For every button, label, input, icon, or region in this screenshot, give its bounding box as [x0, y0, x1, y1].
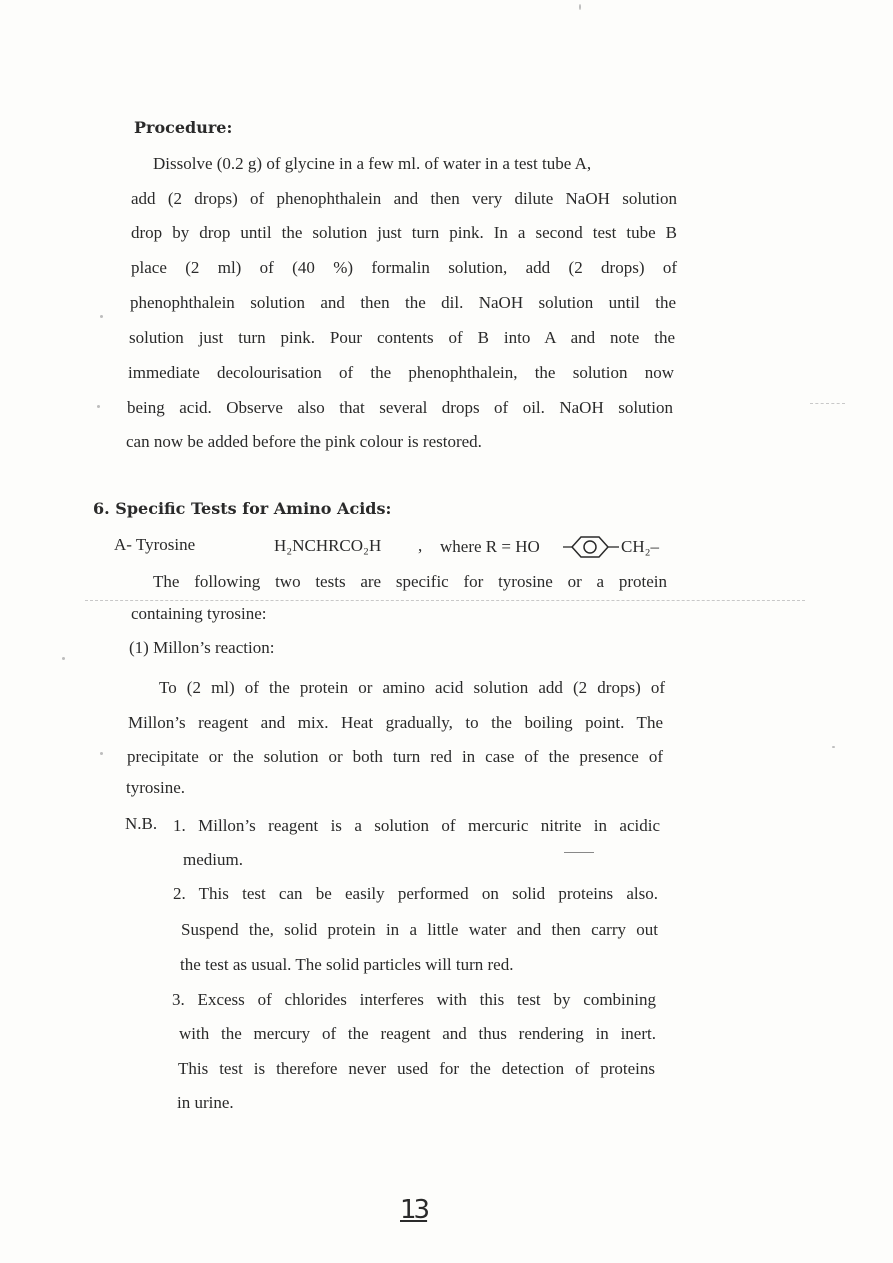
tyrosine-label: A- Tyrosine — [114, 535, 196, 554]
benzene-ring-icon — [563, 534, 623, 560]
procedure-line: place (2 ml) of (40 %) formalin solution, add (2 drops) of — [131, 258, 677, 277]
millon-heading: (1) Millon’s reaction: — [129, 638, 275, 657]
scan-artifact — [564, 852, 594, 854]
procedure-line: solution just turn pink. Pour contents of B into A and note the — [129, 328, 675, 347]
scan-artifact — [97, 405, 100, 408]
nb-label: N.B. — [125, 814, 158, 833]
procedure-line: drop by drop until the solution just turn pink. In a second test tube B — [131, 223, 677, 242]
where-text: where R = HO — [440, 537, 540, 556]
section-heading: 6. Specific Tests for Amino Acids: — [93, 499, 392, 518]
note-line: Suspend the, solid protein in a little water and then carry out — [181, 920, 658, 939]
procedure-line: can now be added before the pink colour is restored. — [126, 432, 482, 451]
millon-line: precipitate or the solution or both turn red in case of the presence of — [127, 747, 663, 766]
procedure-line: being acid. Observe also that several drops of oil. NaOH solution — [127, 398, 673, 417]
procedure-line: add (2 drops) of phenophthalein and then very dilute NaOH solution — [131, 189, 677, 208]
note-line: with the mercury of the reagent and thus rendering in inert. — [179, 1024, 656, 1043]
scan-artifact — [100, 752, 103, 755]
scan-artifact — [832, 746, 835, 748]
intro-line: The following two tests are specific for tyrosine or a protein — [153, 572, 667, 591]
intro-line: containing tyrosine: — [131, 604, 267, 623]
note-line: medium. — [183, 850, 243, 869]
ch2-text: CH₂– — [621, 537, 660, 556]
scan-artifact — [85, 600, 805, 602]
note-line: This test is therefore never used for the detection of proteins — [178, 1059, 655, 1078]
procedure-line: immediate decolourisation of the phenophthalein, the solution now — [128, 363, 674, 382]
note-line: 3. Excess of chlorides interferes with this test by combining — [172, 990, 656, 1009]
note-line: 2. This test can be easily performed on solid proteins also. — [173, 884, 658, 903]
scan-artifact — [62, 657, 65, 660]
procedure-line: phenophthalein solution and then the dil. NaOH solution until the — [130, 293, 676, 312]
page-number: 13 — [400, 1195, 428, 1225]
millon-line: To (2 ml) of the protein or amino acid solution add (2 drops) of — [159, 678, 665, 697]
procedure-heading: Procedure: — [134, 118, 233, 137]
formula-comma: , — [418, 536, 423, 555]
scan-artifact — [810, 403, 845, 405]
scan-artifact — [579, 4, 581, 10]
millon-line: tyrosine. — [126, 778, 186, 797]
tyrosine-formula: H₂NCHRCO₂H — [274, 536, 382, 555]
note-line: in urine. — [177, 1093, 234, 1112]
note-line: 1. Millon’s reagent is a solution of mercuric nitrite in acidic — [173, 816, 660, 835]
note-line: the test as usual. The solid particles will turn red. — [180, 955, 514, 974]
scan-artifact — [100, 315, 103, 318]
millon-line: Millon’s reagent and mix. Heat gradually, to the boiling point. The — [128, 713, 663, 732]
procedure-line: Dissolve (0.2 g) of glycine in a few ml. of water in a test tube A, — [153, 154, 592, 173]
